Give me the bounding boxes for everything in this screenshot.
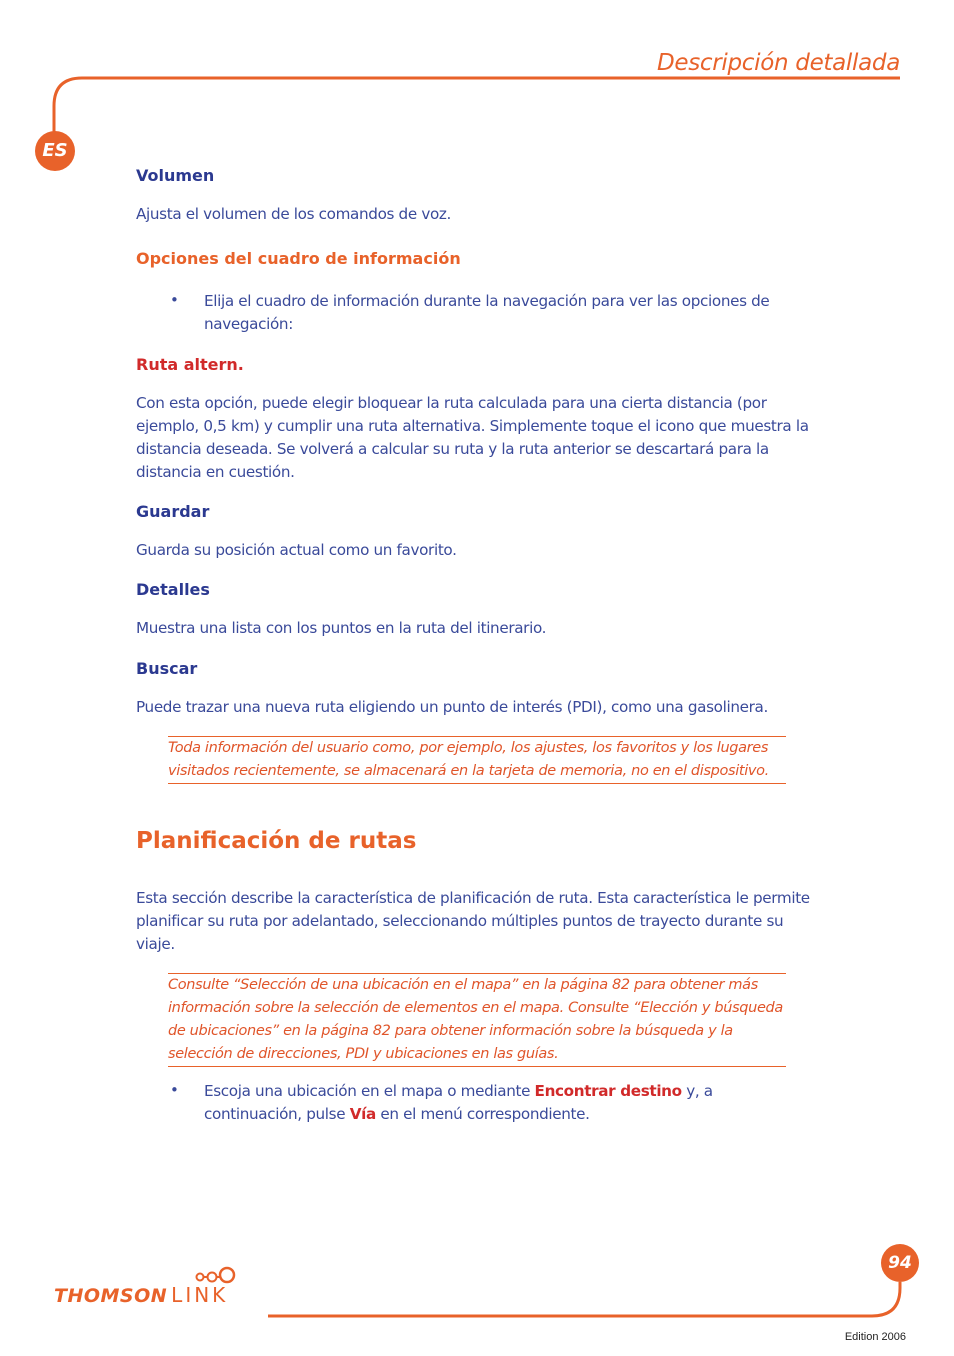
text-planificacion-bullet: Escoja una ubicación en el mapa o mediante Encontrar destino y, a continuación, pulse Vía en el menú correspondiente. [204, 1082, 713, 1123]
heading-detalles: Detalles [136, 580, 210, 599]
page-number-badge: 94 [881, 1244, 919, 1282]
logo-brand-suffix: LINK [171, 1283, 229, 1307]
note-user-info: Toda información del usuario como, por ejemplo, los ajustes, los favoritos y los lugares visitados recientemente, se almacenará en la tarjeta de memoria, no en el dispositivo. [168, 736, 786, 784]
bullet-marker: • [170, 1081, 179, 1099]
logo-circles-icon [194, 1265, 236, 1287]
text-detalles: Muestra una lista con los puntos en la ruta del itinerario. [136, 619, 547, 637]
heading-opciones: Opciones del cuadro de información [136, 249, 461, 268]
heading-buscar: Buscar [136, 659, 198, 678]
heading-volumen: Volumen [136, 166, 215, 185]
text-ruta-altern: Con esta opción, puede elegir bloquear la ruta calculada para una cierta distancia (por ejemplo, 0,5 km) y cumplir una ruta alternativa. Simplemente toque el icono que muestra la distancia deseada. Se volverá a calcular su ruta y la ruta anterior se descartará para la distancia en cuestión. [136, 394, 809, 481]
heading-planificacion: Planificación de rutas [136, 828, 417, 854]
text-guardar: Guarda su posición actual como un favorito. [136, 541, 457, 559]
thomson-link-logo [54, 1283, 228, 1307]
logo-brand: THOMSON [54, 1285, 168, 1307]
text-volumen: Ajusta el volumen de los comandos de voz. [136, 205, 451, 223]
text-buscar: Puede trazar una nueva ruta eligiendo un punto de interés (PDI), como una gasolinera. [136, 698, 768, 716]
encontrar-destino-label: Encontrar destino [534, 1082, 682, 1100]
via-label: Vía [349, 1105, 376, 1123]
note-planificacion: Consulte “Selección de una ubicación en el mapa” en la página 82 para obtener más información sobre la selección de elementos en el mapa. Consulte “Elección y búsqueda de ubicaciones” en la página 82 para obtener información sobre la búsqueda y la selección de direcciones, PDI y ubicaciones en las guías. [168, 973, 786, 1067]
heading-guardar: Guardar [136, 502, 210, 521]
heading-ruta-altern: Ruta altern. [136, 355, 244, 374]
edition-label: Edition 2006 [844, 1331, 906, 1343]
language-badge: ES [35, 131, 75, 171]
bullet-marker: • [170, 291, 179, 309]
text-opciones-bullet: Elija el cuadro de información durante la navegación para ver las opciones de navegación: [204, 292, 770, 333]
page-header-title: Descripción detallada [656, 50, 900, 76]
text-planificacion: Esta sección describe la característica de planificación de ruta. Esta característica le permite planificar su ruta por adelantado, seleccionando múltiples puntos de trayecto durante su viaje. [136, 889, 810, 953]
